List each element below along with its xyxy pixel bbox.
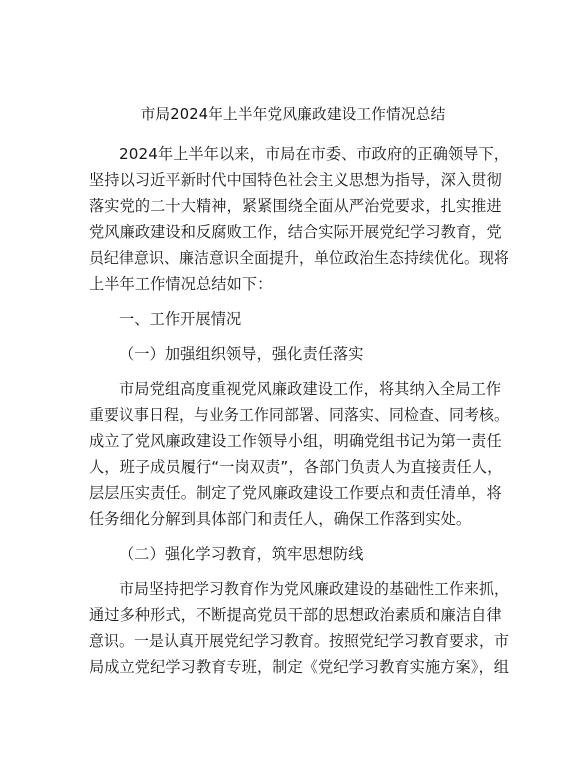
document-title: 市局2024年上半年党风廉政建设工作情况总结 <box>140 106 446 123</box>
paragraph-line: 市局坚持把学习教育作为党风廉政建设的基础性工作来抓， <box>119 580 510 598</box>
document-body <box>89 141 509 680</box>
paragraph-line: 意识。一是认真开展党纪学习教育。按照党纪学习教育要求，市 <box>89 632 510 650</box>
paragraph-line: 局成立党纪学习教育专班，制定《党纪学习教育实施方案》，组 <box>89 658 509 676</box>
paragraph-line: 2024年上半年以来，市局在市委、市政府的正确领导下， <box>119 145 510 163</box>
subsection-heading: （一）加强组织领导，强化责任落实 <box>119 345 364 363</box>
paragraph-line: 层层压实责任。制定了党风廉政建设工作要点和责任清单，将 <box>89 484 502 502</box>
paragraph-line: 落实党的二十大精神，紧紧围绕全面从严治党要求，扎实推进 <box>89 197 502 215</box>
paragraph-line: 上半年工作情况总结如下： <box>89 275 273 293</box>
paragraph-line: 任务细化分解到具体部门和责任人，确保工作落到实处。 <box>89 510 472 528</box>
paragraph-line: 通过多种形式，不断提高党员干部的思想政治素质和廉洁自律 <box>89 606 502 624</box>
paragraph-line: 坚持以习近平新时代中国特色社会主义思想为指导，深入贯彻 <box>89 171 502 189</box>
paragraph-line: 重要议事日程，与业务工作同部署、同落实、同检查、同考核。 <box>89 406 510 424</box>
paragraph-line: 成立了党风廉政建设工作领导小组，明确党组书记为第一责任 <box>89 432 502 450</box>
paragraph-line: 市局党组高度重视党风廉政建设工作，将其纳入全局工作 <box>119 380 502 398</box>
subsection-heading: （二）强化学习教育，筑牢思想防线 <box>119 545 364 563</box>
paragraph-line: 党风廉政建设和反腐败工作，结合实际开展党纪学习教育，党 <box>89 223 502 241</box>
paragraph-line: 员纪律意识、廉洁意识全面提升，单位政治生态持续优化。现将 <box>89 249 510 267</box>
paragraph-line: 人，班子成员履行“一岗双责”，各部门负责人为直接责任人， <box>89 458 503 476</box>
section-heading: 一、工作开展情况 <box>119 310 242 328</box>
